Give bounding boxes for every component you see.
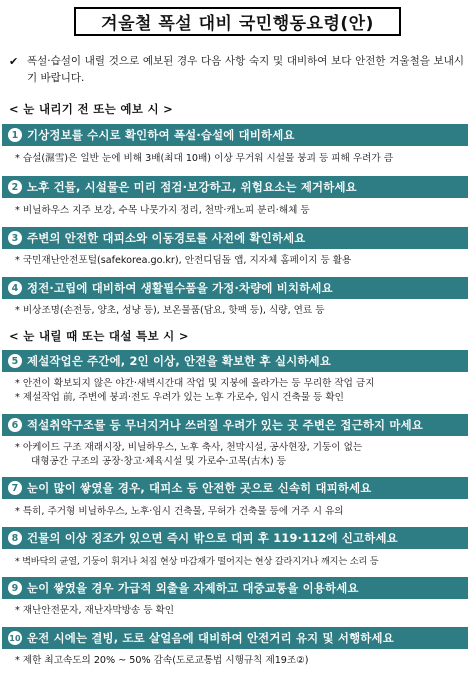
guideline-9 bbox=[2, 577, 468, 599]
guideline-title: 적설취약구조물 등 무너지거나 쓰러질 우려가 있는 곳 주변은 접근하지 마세요 bbox=[27, 418, 423, 432]
number-badge-icon: 8 bbox=[8, 531, 22, 545]
section-heading-during-snow: < 눈 내릴 때 또는 대설 특보 시 > bbox=[9, 329, 189, 343]
guideline-note: * 특히, 주거형 비닐하우스, 노후·임시 건축물, 무허가 건축물 등에 거주 시 유의 bbox=[15, 506, 344, 517]
number-badge-icon: 2 bbox=[8, 180, 22, 194]
guideline-title: 운전 시에는 결빙, 도로 살얼음에 대비하여 안전거리 유지 및 서행하세요 bbox=[27, 631, 394, 645]
intro-paragraph bbox=[9, 53, 464, 87]
guideline-3 bbox=[2, 227, 468, 249]
guideline-title: 주변의 안전한 대피소와 이동경로를 사전에 확인하세요 bbox=[27, 231, 306, 245]
guideline-10 bbox=[2, 627, 468, 649]
number-badge-icon: 4 bbox=[8, 281, 22, 295]
guideline-title: 눈이 쌓였을 경우 가급적 외출을 자제하고 대중교통을 이용하세요 bbox=[27, 581, 359, 595]
number-badge-icon: 1 bbox=[8, 128, 22, 142]
guideline-7 bbox=[2, 477, 468, 499]
guideline-title: 기상정보를 수시로 확인하여 폭설·습설에 대비하세요 bbox=[27, 128, 295, 142]
number-badge-icon: 7 bbox=[8, 481, 22, 495]
guideline-note: * 벽바닥의 균열, 기둥이 휘거나 처짐 현상 마감재가 떨어지는 현상 갈라지거나 깨지는 소리 등 bbox=[15, 556, 379, 567]
guideline-note: * 습설(濕雪)은 일반 눈에 비해 3배(최대 10배) 이상 무거워 시설물 붕괴 등 피해 우려가 큼 bbox=[15, 153, 393, 164]
guideline-note-continued: 대형공간 구조의 공장·창고·체육시설 및 가로수·고목(古木) 등 bbox=[31, 456, 286, 467]
guideline-6 bbox=[2, 414, 468, 436]
number-badge-icon: 10 bbox=[8, 631, 22, 645]
guideline-4 bbox=[2, 277, 468, 299]
guideline-note: * 비상조명(손전등, 양초, 성냥 등), 보온물품(담요, 핫팩 등), 식량, 연료 등 bbox=[15, 305, 325, 316]
guideline-8 bbox=[2, 527, 468, 549]
guideline-note: * 안전이 확보되지 않은 야간·새벽시간대 작업 및 지붕에 올라가는 등 무리한 작업 금지 bbox=[15, 378, 375, 389]
guideline-note: * 재난안전문자, 재난자막방송 등 확인 bbox=[15, 605, 175, 616]
guideline-title: 제설작업은 주간에, 2인 이상, 안전을 확보한 후 실시하세요 bbox=[27, 354, 332, 368]
guideline-note: * 제설작업 前, 주변에 붕괴·전도 우려가 있는 노후 가로수, 임시 건축물 등 확인 bbox=[15, 392, 344, 403]
number-badge-icon: 9 bbox=[8, 581, 22, 595]
guideline-title: 노후 건물, 시설물은 미리 점검·보강하고, 위험요소는 제거하세요 bbox=[27, 180, 357, 194]
guideline-title: 건물의 이상 징조가 있으면 즉시 밖으로 대피 후 119·112에 신고하세요 bbox=[27, 531, 398, 545]
section-heading-before-snow: < 눈 내리기 전 또는 예보 시 > bbox=[9, 102, 174, 116]
guideline-title: 눈이 많이 쌓였을 경우, 대피소 등 안전한 곳으로 신속히 대피하세요 bbox=[27, 481, 372, 495]
guideline-5 bbox=[2, 350, 468, 372]
guideline-note: * 국민재난안전포털(safekorea.go.kr), 안전디딤돌 앱, 지자체 홈페이지 등 활용 bbox=[15, 255, 352, 266]
guideline-note: * 제한 최고속도의 20% ~ 50% 감속(도로교통법 시행규칙 제19조②) bbox=[15, 655, 309, 666]
number-badge-icon: 3 bbox=[8, 231, 22, 245]
number-badge-icon: 5 bbox=[8, 354, 22, 368]
intro-text: 폭설·습설이 내릴 것으로 예보된 경우 다음 사항 숙지 및 대비하여 보다 안전한 겨울철을 보내시기 바랍니다. bbox=[27, 55, 464, 84]
guideline-1 bbox=[2, 124, 468, 146]
guideline-note: * 아케이드 구조 재래시장, 비닐하우스, 노후 축사, 천막시설, 공사현장, 기둥이 없는 bbox=[15, 442, 363, 453]
guideline-2 bbox=[2, 176, 468, 198]
check-icon: ✔ bbox=[9, 55, 19, 68]
number-badge-icon: 6 bbox=[8, 418, 22, 432]
guideline-title: 정전·고립에 대비하여 생활필수품을 가정·차량에 비치하세요 bbox=[27, 281, 333, 295]
guideline-note: * 비닐하우스 지주 보강, 수목 나뭇가지 정리, 천막·캐노피 분리·해체 등 bbox=[15, 205, 310, 216]
page-title: 겨울철 폭설 대비 국민행동요령(안) bbox=[74, 7, 401, 36]
